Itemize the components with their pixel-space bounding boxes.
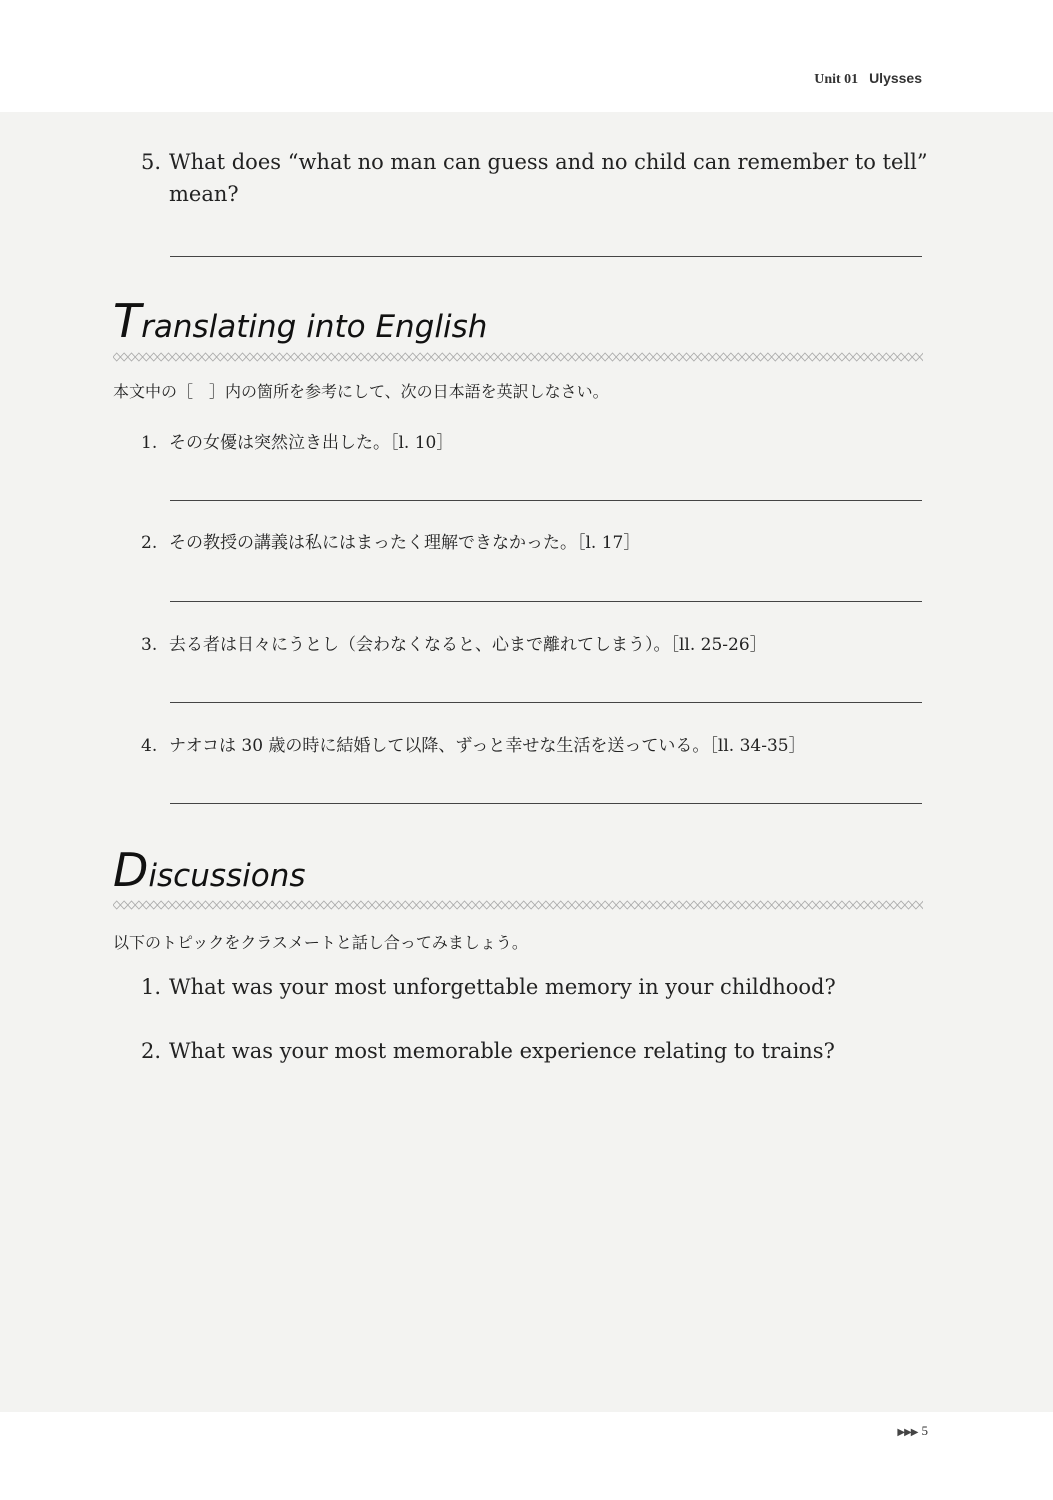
diamond-ornament — [416, 901, 423, 909]
diamond-ornament — [217, 353, 224, 361]
diamond-ornament — [268, 353, 275, 361]
item-number: 1. — [141, 975, 162, 999]
question-number: 5. — [141, 150, 162, 174]
diamond-ornament — [446, 901, 453, 909]
question-text-continued: mean? — [169, 182, 239, 206]
diamond-ornament — [727, 353, 734, 361]
diamond-ornament — [120, 901, 127, 909]
diamond-ornament — [128, 353, 135, 361]
item-text: What was your most unforgettable memory in your childhood? — [169, 975, 836, 999]
diamond-ornament — [550, 353, 557, 361]
diamond-ornament — [298, 353, 305, 361]
diamond-ornament — [668, 353, 675, 361]
title-initial: D — [113, 843, 149, 897]
discussion-item — [141, 1035, 931, 1067]
diamond-ornament — [868, 353, 875, 361]
diamond-ornament — [276, 901, 283, 909]
diamond-ornament — [335, 901, 342, 909]
diamond-ornament — [831, 353, 838, 361]
diamond-ornament — [601, 901, 608, 909]
diamond-ornament — [661, 901, 668, 909]
diamond-ornament — [520, 901, 527, 909]
diamond-ornament — [897, 901, 904, 909]
item-text: What was your most memorable experience relating to trains? — [169, 1039, 835, 1063]
diamond-ornament — [180, 901, 187, 909]
diamond-ornament — [335, 353, 342, 361]
diamond-ornament — [890, 353, 897, 361]
diamond-ornament — [535, 901, 542, 909]
diamond-ornament — [135, 353, 142, 361]
diamond-ornament — [431, 353, 438, 361]
diamond-ornament — [786, 353, 793, 361]
diamond-ornament — [757, 353, 764, 361]
diamond-ornament — [246, 353, 253, 361]
item-number: 2. — [141, 1039, 162, 1063]
diamond-ornament — [172, 353, 179, 361]
answer-line[interactable] — [170, 702, 922, 703]
diamond-ornament — [143, 901, 150, 909]
diamond-ornament — [594, 353, 601, 361]
diamond-ornament — [653, 353, 660, 361]
diamond-ornament — [128, 901, 135, 909]
diamond-ornament — [749, 353, 756, 361]
item-text: その女優は突然泣き出した。［l. 10］ — [169, 433, 454, 453]
diamond-ornament — [150, 901, 157, 909]
diamond-ornament — [624, 353, 631, 361]
diamond-ornament — [254, 353, 261, 361]
diamond-ornament — [416, 353, 423, 361]
diamond-ornament — [527, 353, 534, 361]
diamond-ornament — [113, 353, 120, 361]
item-number: 2. — [141, 533, 158, 553]
diamond-ornament — [254, 901, 261, 909]
diamond-ornament — [490, 353, 497, 361]
diamond-ornament — [113, 901, 120, 909]
translating-instruction: 本文中の［ ］内の箇所を参考にして、次の日本語を英訳しなさい。 — [113, 382, 609, 401]
diamond-ornament — [328, 901, 335, 909]
diamond-ornament — [542, 901, 549, 909]
diamond-ornament — [890, 901, 897, 909]
diamond-ornament — [446, 353, 453, 361]
diamond-ornament — [453, 353, 460, 361]
diamond-ornament — [764, 901, 771, 909]
diamond-ornament — [720, 901, 727, 909]
page-number — [897, 1423, 928, 1439]
diamond-ornament — [831, 901, 838, 909]
diamond-ornament — [794, 901, 801, 909]
diamond-ornament — [705, 353, 712, 361]
diamond-ornament — [638, 353, 645, 361]
diamond-ornament — [757, 901, 764, 909]
translation-item — [141, 428, 453, 453]
diamond-ornament — [742, 353, 749, 361]
diamond-ornament — [905, 353, 912, 361]
arrow-icons: ▶▶▶ — [897, 1427, 918, 1438]
question-text: What does “what no man can guess and no child can remember to tell” — [169, 150, 928, 174]
answer-line[interactable] — [170, 601, 922, 602]
diamond-ornament — [498, 901, 505, 909]
diamond-ornament — [868, 901, 875, 909]
diamond-ornament — [513, 353, 520, 361]
diamond-ornament — [461, 901, 468, 909]
diamond-ornament — [786, 901, 793, 909]
item-number: 4. — [141, 736, 158, 756]
diamond-ornament — [860, 353, 867, 361]
section-divider — [113, 351, 923, 363]
diamond-ornament — [350, 353, 357, 361]
discussion-item — [141, 971, 931, 1003]
diamond-ornament — [276, 353, 283, 361]
diamond-ornament — [912, 901, 919, 909]
diamond-ornament — [379, 353, 386, 361]
diamond-ornament — [838, 353, 845, 361]
diamond-ornament — [180, 353, 187, 361]
diamond-ornament — [601, 353, 608, 361]
item-number: 3. — [141, 635, 158, 655]
diamond-ornament — [453, 901, 460, 909]
diamond-ornament — [683, 901, 690, 909]
title-rest: iscussions — [148, 858, 306, 894]
diamond-ornament — [735, 353, 742, 361]
diamond-ornament — [439, 353, 446, 361]
diamond-ornament — [498, 353, 505, 361]
diamond-ornament — [727, 901, 734, 909]
diamond-ornament — [231, 901, 238, 909]
diamond-ornament — [853, 353, 860, 361]
diamond-ornament — [801, 901, 808, 909]
diamond-ornament — [661, 353, 668, 361]
diamond-ornament — [224, 353, 231, 361]
diamond-ornament — [387, 901, 394, 909]
diamond-ornament — [239, 901, 246, 909]
diamond-ornament — [772, 353, 779, 361]
diamond-ornament — [742, 901, 749, 909]
translation-item — [141, 528, 640, 553]
diamond-ornament — [291, 353, 298, 361]
diamond-ornament — [875, 353, 882, 361]
diamond-ornament — [165, 901, 172, 909]
title-initial: T — [113, 294, 142, 348]
diamond-ornament — [246, 901, 253, 909]
diamond-ornament — [883, 901, 890, 909]
diamond-ornament — [749, 901, 756, 909]
diamond-ornament — [564, 353, 571, 361]
diamond-ornament — [283, 353, 290, 361]
diamond-ornament — [150, 353, 157, 361]
diamond-ornament — [542, 353, 549, 361]
diamond-ornament — [631, 901, 638, 909]
diamond-ornament — [313, 353, 320, 361]
item-text: 去る者は日々にうとし（会わなくなると、心まで離れてしまう）。［ll. 25-26］ — [169, 635, 767, 655]
diamond-ornament — [616, 901, 623, 909]
diamond-ornament — [764, 353, 771, 361]
diamond-ornament — [402, 353, 409, 361]
diamond-ornament — [912, 353, 919, 361]
diamond-ornament — [483, 353, 490, 361]
diamond-ornament — [675, 353, 682, 361]
diamond-ornament — [653, 901, 660, 909]
diamond-ornament — [261, 353, 268, 361]
diamond-ornament — [705, 901, 712, 909]
diamond-ornament — [424, 901, 431, 909]
diamond-ornament — [424, 353, 431, 361]
diamond-ornament — [683, 353, 690, 361]
translation-item — [141, 630, 767, 655]
diamond-ornament — [490, 901, 497, 909]
diamond-ornament — [165, 353, 172, 361]
diamond-ornament — [305, 353, 312, 361]
diamond-ornament — [194, 353, 201, 361]
diamond-ornament — [690, 901, 697, 909]
title-rest: ranslating into English — [141, 309, 488, 345]
unit-title: Ulysses — [869, 70, 922, 86]
diamond-ornament — [387, 353, 394, 361]
diamond-ornament — [313, 901, 320, 909]
diamond-ornament — [809, 353, 816, 361]
diamond-ornament — [461, 353, 468, 361]
diamond-ornament — [698, 353, 705, 361]
diamond-ornament — [209, 353, 216, 361]
diamond-ornament — [520, 353, 527, 361]
discussions-instruction: 以下のトピックをクラスメートと話し合ってみましょう。 — [113, 933, 528, 952]
translation-item — [141, 731, 806, 756]
diamond-ornament — [846, 353, 853, 361]
diamond-ornament — [298, 901, 305, 909]
diamond-ornament — [357, 353, 364, 361]
diamond-ornament — [261, 901, 268, 909]
comprehension-question-5 — [141, 146, 931, 210]
diamond-ornament — [535, 353, 542, 361]
diamond-ornament — [579, 353, 586, 361]
diamond-ornament — [860, 901, 867, 909]
diamond-ornament — [483, 901, 490, 909]
diamond-ornament — [690, 353, 697, 361]
diamond-ornament — [342, 353, 349, 361]
diamond-ornament — [897, 353, 904, 361]
item-text: ナオコは 30 歳の時に結婚して以降、ずっと幸せな生活を送っている。［ll. 34-35］ — [169, 736, 806, 756]
diamond-ornament — [616, 353, 623, 361]
diamond-ornament — [320, 901, 327, 909]
section-title-translating — [113, 294, 487, 348]
diamond-ornament — [172, 901, 179, 909]
item-text: その教授の講義は私にはまったく理解できなかった。［l. 17］ — [169, 533, 641, 553]
diamond-ornament — [350, 901, 357, 909]
diamond-ornament — [809, 901, 816, 909]
diamond-ornament — [476, 901, 483, 909]
diamond-ornament — [587, 353, 594, 361]
diamond-ornament — [187, 901, 194, 909]
diamond-ornament — [476, 353, 483, 361]
diamond-ornament — [638, 901, 645, 909]
diamond-ornament — [409, 901, 416, 909]
diamond-ornament — [794, 353, 801, 361]
diamond-ornament — [712, 901, 719, 909]
diamond-ornament — [239, 353, 246, 361]
diamond-ornament — [572, 353, 579, 361]
diamond-ornament — [513, 901, 520, 909]
diamond-ornament — [283, 901, 290, 909]
diamond-ornament — [609, 901, 616, 909]
diamond-ornament — [883, 353, 890, 361]
diamond-ornament — [291, 901, 298, 909]
diamond-ornament — [231, 353, 238, 361]
diamond-ornament — [157, 353, 164, 361]
diamond-ornament — [823, 901, 830, 909]
diamond-ornament — [305, 901, 312, 909]
diamond-ornament — [379, 901, 386, 909]
diamond-ornament — [394, 353, 401, 361]
diamond-ornament — [698, 901, 705, 909]
diamond-ornament — [187, 353, 194, 361]
diamond-ornament — [631, 353, 638, 361]
running-head — [814, 70, 922, 88]
diamond-ornament — [202, 901, 209, 909]
diamond-ornament — [202, 353, 209, 361]
section-divider — [113, 899, 923, 911]
diamond-ornament — [431, 901, 438, 909]
diamond-ornament — [675, 901, 682, 909]
unit-label: Unit 01 — [814, 72, 859, 87]
diamond-ornament — [838, 901, 845, 909]
diamond-ornament — [505, 353, 512, 361]
answer-line[interactable] — [170, 256, 922, 257]
diamond-ornament — [668, 901, 675, 909]
diamond-ornament — [357, 901, 364, 909]
diamond-ornament — [905, 901, 912, 909]
diamond-ornament — [224, 901, 231, 909]
diamond-ornament — [557, 901, 564, 909]
diamond-ornament — [564, 901, 571, 909]
section-title-discussions — [113, 843, 306, 897]
diamond-ornament — [875, 901, 882, 909]
answer-line[interactable] — [170, 500, 922, 501]
diamond-ornament — [624, 901, 631, 909]
diamond-ornament — [712, 353, 719, 361]
diamond-ornament — [587, 901, 594, 909]
diamond-ornament — [505, 901, 512, 909]
diamond-ornament — [920, 353, 923, 361]
diamond-ornament — [720, 353, 727, 361]
diamond-ornament — [320, 353, 327, 361]
diamond-ornament — [468, 353, 475, 361]
diamond-ornament — [550, 901, 557, 909]
item-number: 1. — [141, 433, 158, 453]
diamond-ornament — [646, 901, 653, 909]
diamond-ornament — [194, 901, 201, 909]
diamond-ornament — [209, 901, 216, 909]
diamond-ornament — [920, 901, 923, 909]
diamond-ornament — [646, 353, 653, 361]
diamond-ornament — [572, 901, 579, 909]
diamond-ornament — [468, 901, 475, 909]
diamond-ornament — [579, 901, 586, 909]
diamond-ornament — [594, 901, 601, 909]
diamond-ornament — [135, 901, 142, 909]
diamond-ornament — [439, 901, 446, 909]
diamond-ornament — [557, 353, 564, 361]
diamond-ornament — [342, 901, 349, 909]
diamond-ornament — [527, 901, 534, 909]
diamond-ornament — [372, 901, 379, 909]
diamond-ornament — [772, 901, 779, 909]
diamond-ornament — [217, 901, 224, 909]
diamond-ornament — [779, 901, 786, 909]
diamond-ornament — [328, 353, 335, 361]
diamond-ornament — [372, 353, 379, 361]
diamond-ornament — [816, 901, 823, 909]
diamond-ornament — [801, 353, 808, 361]
diamond-ornament — [853, 901, 860, 909]
diamond-ornament — [816, 353, 823, 361]
diamond-ornament — [394, 901, 401, 909]
diamond-ornament — [846, 901, 853, 909]
page-number-value: 5 — [921, 1423, 928, 1438]
diamond-ornament — [365, 353, 372, 361]
diamond-ornament — [779, 353, 786, 361]
diamond-ornament — [609, 353, 616, 361]
answer-line[interactable] — [170, 803, 922, 804]
diamond-ornament — [157, 901, 164, 909]
diamond-ornament — [143, 353, 150, 361]
diamond-ornament — [402, 901, 409, 909]
diamond-ornament — [409, 353, 416, 361]
diamond-ornament — [823, 353, 830, 361]
diamond-ornament — [365, 901, 372, 909]
diamond-ornament — [120, 353, 127, 361]
diamond-ornament — [735, 901, 742, 909]
diamond-ornament — [268, 901, 275, 909]
